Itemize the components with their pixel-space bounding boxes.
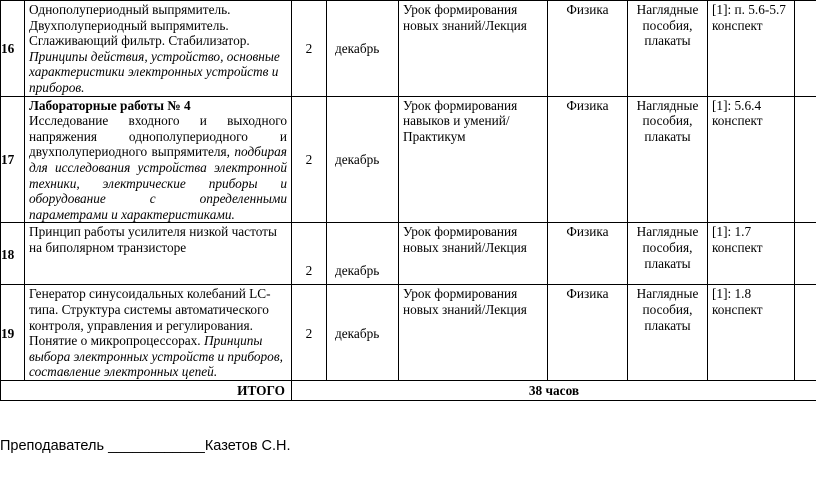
subject: Физика xyxy=(548,285,628,381)
subject: Физика xyxy=(548,223,628,285)
topic-cell xyxy=(25,1,292,97)
topic-cell xyxy=(25,96,292,223)
lesson-type: Урок формирования новых знаний/Лекция xyxy=(399,1,548,97)
topic-text: Генератор синусоидальных колебаний LC-типа. Структура системы автоматического контроля, управления и регулирования. Понятие о микропроцессорах. xyxy=(29,286,271,349)
empty-cell xyxy=(795,223,816,285)
signature-blank: ____________ xyxy=(108,438,205,454)
lesson-number: 17 xyxy=(1,96,25,223)
literature: [1]: 1.8 конспект xyxy=(708,285,795,381)
teaching-aids: Наглядные пособия, плакаты xyxy=(628,223,708,285)
hours: 2 xyxy=(292,223,327,285)
literature: [1]: 1.7 конспект xyxy=(708,223,795,285)
lesson-type: Урок формирования новых знаний/Лекция xyxy=(399,223,548,285)
topic-cell xyxy=(25,223,292,285)
topic-competence: подбирая для исследования устройства электронной техники, электрические приборы и оборудование с определенными параметрами и характеристиками. xyxy=(29,144,287,222)
lesson-number: 19 xyxy=(1,285,25,381)
lesson-number: 18 xyxy=(1,223,25,285)
table-row xyxy=(1,285,816,381)
topic-competence: Принципы выбора электронных устройств и приборов, составление электронных цепей. xyxy=(29,333,283,380)
subject: Физика xyxy=(548,96,628,223)
teaching-aids: Наглядные пособия, плакаты xyxy=(628,285,708,381)
total-row xyxy=(1,381,816,401)
literature: [1]: п. 5.6-5.7 конспект xyxy=(708,1,795,97)
teacher-signature-line xyxy=(0,438,291,454)
literature: [1]: 5.6.4 конспект xyxy=(708,96,795,223)
total-value: 38 часов xyxy=(292,381,816,401)
hours: 2 xyxy=(292,96,327,223)
topic-competence: Принципы действия, устройство, основные характеристики электронных устройств и приборов. xyxy=(29,48,280,95)
topic-cell xyxy=(25,285,292,381)
month: декабрь xyxy=(327,285,399,381)
month: декабрь xyxy=(327,1,399,97)
topic-text: Исследование входного и выходного напряжения однополупериодного и двухполупериодного выпрямителя, xyxy=(29,113,287,160)
subject: Физика xyxy=(548,1,628,97)
hours: 2 xyxy=(292,285,327,381)
teaching-aids: Наглядные пособия, плакаты xyxy=(628,1,708,97)
topic-line: Двухполупериодный выпрямитель. xyxy=(29,17,229,33)
total-label: ИТОГО xyxy=(1,381,292,401)
table-row xyxy=(1,223,816,285)
hours: 2 xyxy=(292,1,327,97)
teaching-aids: Наглядные пособия, плакаты xyxy=(628,96,708,223)
lesson-number: 16 xyxy=(1,1,25,97)
empty-cell xyxy=(795,285,816,381)
table-row xyxy=(1,96,816,223)
month: декабрь xyxy=(327,96,399,223)
topic-line: Сглаживающий фильтр. Стабилизатор. xyxy=(29,33,250,49)
lab-work-title: Лабораторные работы № 4 xyxy=(29,97,191,113)
table-row xyxy=(1,1,816,97)
teacher-name: Казетов С.Н. xyxy=(204,438,291,454)
topic-line: Однополупериодный выпрямитель. xyxy=(29,2,231,17)
empty-cell xyxy=(795,96,816,223)
teacher-label: Преподаватель xyxy=(0,438,105,454)
topic-text: Принцип работы усилителя низкой частоты на биполярном транзисторе xyxy=(29,224,277,255)
lesson-type: Урок формирования навыков и умений/Практикум xyxy=(399,96,548,223)
lesson-type: Урок формирования новых знаний/Лекция xyxy=(399,285,548,381)
month: декабрь xyxy=(327,223,399,285)
empty-cell xyxy=(795,1,816,97)
